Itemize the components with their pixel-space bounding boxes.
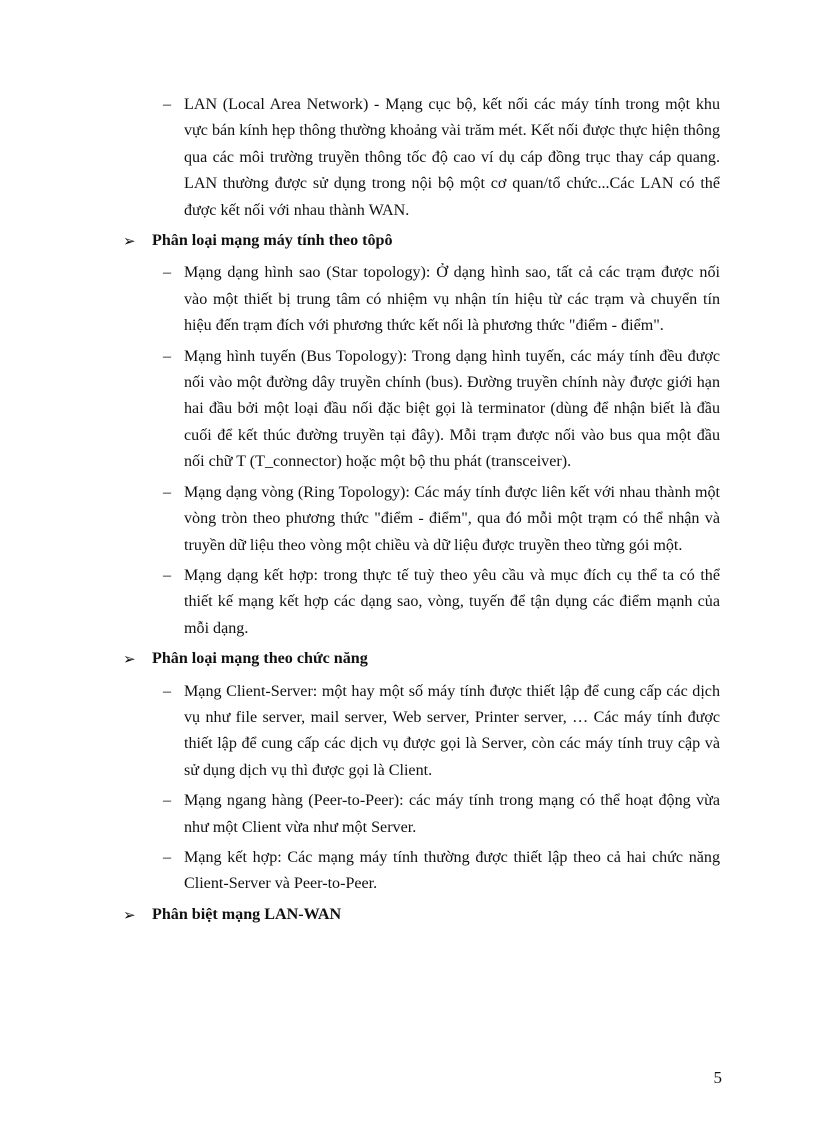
dash-bullet: – bbox=[163, 347, 172, 365]
list-item bbox=[120, 679, 720, 785]
item-text: LAN (Local Area Network) - Mạng cục bộ, kết nối các máy tính trong một khu vực bán kính hẹp thông thường khoảng vài trăm mét. Kết nối được thực hiện thông qua các môi trường truyền thông tốc độ cao ví dụ cáp đồng trục thay cáp quang. LAN thường được sử dụng trong nội bộ một cơ quan/tổ chức...Các LAN có thể được kết nối với nhau thành WAN. bbox=[184, 96, 720, 219]
list-item bbox=[120, 92, 720, 224]
dash-bullet: – bbox=[163, 848, 172, 866]
dash-bullet: – bbox=[163, 483, 172, 501]
dash-bullet: – bbox=[163, 682, 172, 700]
item-text: Mạng ngang hàng (Peer-to-Peer): các máy tính trong mạng có thể hoạt động vừa như một Client vừa như một Server. bbox=[184, 792, 720, 836]
heading-text: Phân loại mạng theo chức năng bbox=[152, 650, 368, 668]
list-item bbox=[120, 344, 720, 476]
page-content bbox=[120, 92, 720, 934]
page-number: 5 bbox=[713, 1068, 722, 1087]
list-item bbox=[120, 260, 720, 339]
dash-bullet: – bbox=[163, 264, 172, 282]
section-heading bbox=[120, 228, 720, 254]
item-text: Mạng kết hợp: Các mạng máy tính thường được thiết lập theo cả hai chức năng Client-Server và Peer-to-Peer. bbox=[184, 848, 720, 893]
item-text: Mạng dạng kết hợp: trong thực tế tuỳ theo yêu cầu và mục đích cụ thể ta có thể thiết kế mạng kết hợp các dạng sao, vòng, tuyến để tận dụng các điểm mạnh của mỗi dạng. bbox=[184, 566, 720, 637]
list-item bbox=[120, 563, 720, 642]
section-heading bbox=[120, 902, 720, 928]
item-text: Mạng Client-Server: một hay một số máy tính được thiết lập để cung cấp các dịch vụ như file server, mail server, Web server, Printer server, … Các máy tính được thiết lập để cung cấp các dịch vụ được gọi là Server, còn các máy tính truy cập và sử dụng dịch vụ thì được gọi là Client. bbox=[184, 682, 720, 779]
list-item bbox=[120, 480, 720, 559]
arrow-bullet-icon: ➢ bbox=[123, 905, 136, 924]
arrow-bullet-icon: ➢ bbox=[123, 232, 136, 251]
list-item bbox=[120, 845, 720, 898]
dash-bullet: – bbox=[163, 566, 172, 584]
dash-bullet: – bbox=[163, 96, 172, 113]
section-heading bbox=[120, 646, 720, 672]
item-text: Mạng dạng vòng (Ring Topology): Các máy tính được liên kết với nhau thành một vòng tròn theo phương thức "điểm - điểm", qua đó mỗi một trạm có thể nhận và truyền dữ liệu theo vòng một chiều và dữ liệu được truyền theo từng gói một. bbox=[184, 483, 720, 554]
arrow-bullet-icon: ➢ bbox=[123, 650, 136, 669]
item-text: Mạng dạng hình sao (Star topology): Ở dạng hình sao, tất cả các trạm được nối vào một thiết bị trung tâm có nhiệm vụ nhận tín hiệu từ các trạm và chuyển tín hiệu đến trạm đích với phương thức kết nối là phương thức "điểm - điểm". bbox=[184, 264, 720, 335]
dash-bullet: – bbox=[163, 792, 172, 810]
list-item bbox=[120, 788, 720, 841]
heading-text: Phân biệt mạng LAN-WAN bbox=[152, 905, 342, 923]
heading-text: Phân loại mạng máy tính theo tôpô bbox=[152, 232, 393, 250]
item-text: Mạng hình tuyến (Bus Topology): Trong dạng hình tuyến, các máy tính đều được nối vào một đường dây truyền chính (bus). Đường truyền chính này được giới hạn hai đầu bởi một loại đầu nối đặc biệt gọi là terminator (dùng để nhận biết là đầu cuối để kết thúc đường truyền tại đây). Mỗi trạm được nối vào bus qua một đầu nối chữ T (T_connector) hoặc một bộ thu phát (transceiver). bbox=[184, 347, 720, 471]
